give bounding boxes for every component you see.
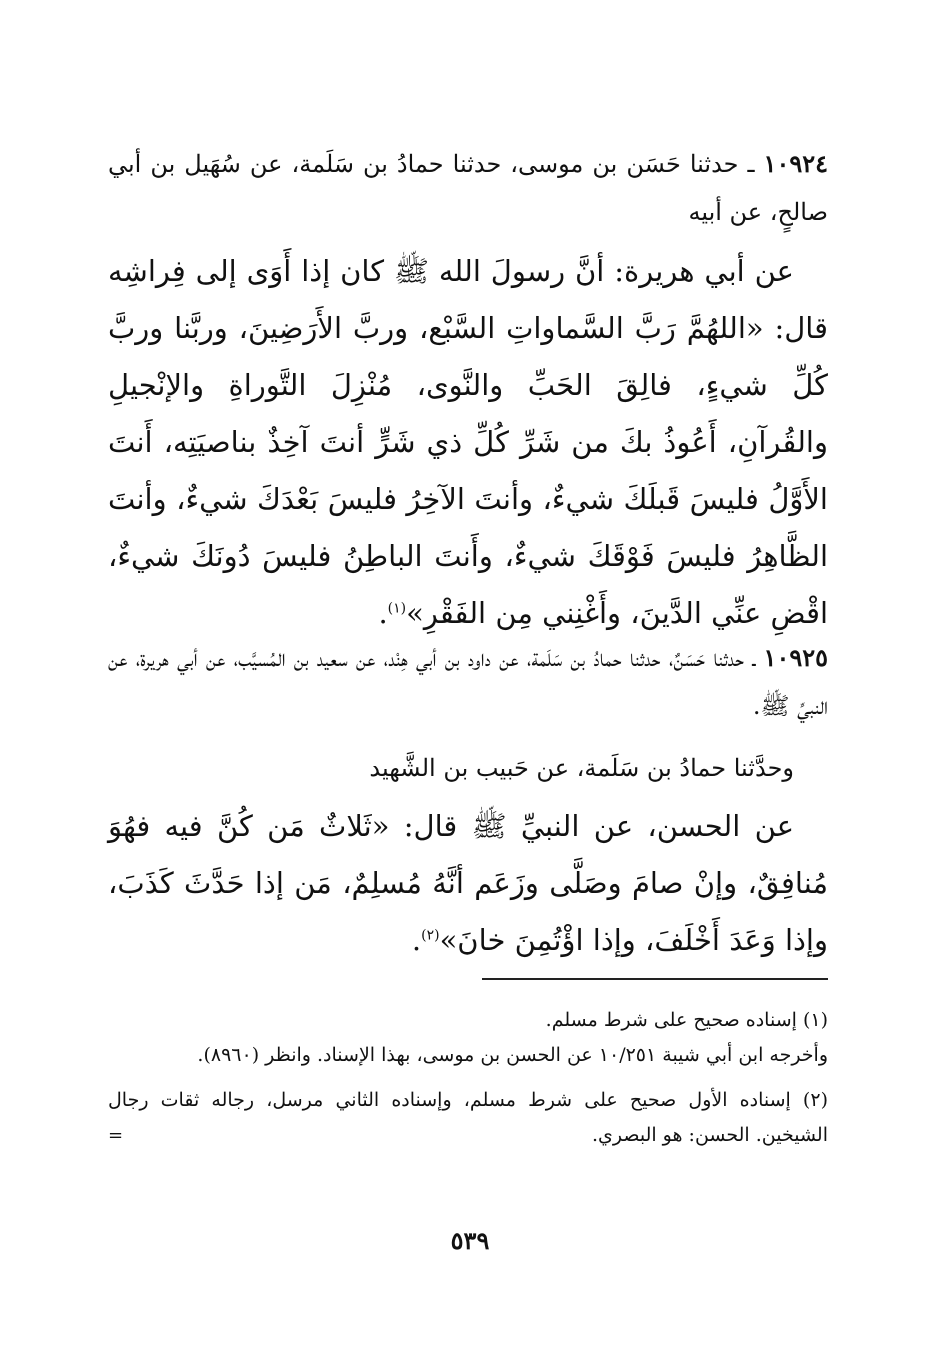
matn-text: عن الحسن، عن النبيِّ ﷺ قال: «ثَلاثٌ مَن كُنَّ فيه فهُوَ مُنافِقٌ، وإنْ صامَ وصَلَّى وزَعَم أنَّهُ مُسلِمٌ، مَن إذا حَدَّثَ كَذَبَ، وإذا وَعَدَ أَخْلَفَ، وإذا اؤْتُمِنَ خانَ»	[108, 809, 828, 957]
isnad-text: ـ حدثنا حَسَن بن موسى، حدثنا حمادُ بن سَلَمة، عن سُهَيل بن أبي صالحٍ، عن أبيه	[108, 150, 828, 226]
page-number: ٥٣٩	[450, 1226, 490, 1255]
continuation-mark: =	[108, 1125, 124, 1146]
hadith-number: ١٠٩٢٤	[763, 149, 828, 178]
matn-end: .	[378, 596, 388, 630]
footnotes	[108, 1003, 828, 1153]
matn-text: عن أبي هريرة: أنَّ رسولَ الله ﷺ كان إذا أَوَى إلى فِراشِه قال: «اللهُمَّ رَبَّ السَّماواتِ السَّبْع، وربَّ الأَرَضِينَ، وربَّنا وربَّ كُلِّ شيءٍ، فالِقَ الحَبِّ والنَّوى، مُنْزِلَ التَّوراةِ والإنْجيلِ والقُرآنِ، أَعُوذُ بكَ من شَرِّ كُلِّ ذي شَرٍّ أنتَ آخِذٌ بناصيَتِه، أَنتَ الأَوَّلُ فليسَ قَبلَكَ شيءٌ، وأنتَ الآخِرُ فليسَ بَعْدَكَ شيءٌ، وأنتَ الظَّاهِرُ فليسَ فَوْقَكَ شيءٌ، وأَنتَ الباطِنُ فليسَ دُونَكَ شيءٌ، اقْضِ عنِّي الدَّينَ، وأَغْنِني مِن الفَقْرِ»	[108, 254, 828, 630]
footnote-2-text: (٢) إسناده الأول صحيح على شرط مسلم، وإسناده الثاني مرسل، رجاله ثقات رجال الشيخين. الحسن: هو البصري.	[108, 1089, 828, 1146]
matn-end: .	[411, 923, 422, 957]
hadith-10924-matn	[108, 243, 828, 642]
isnad-text: ـ حدثنا حَسَنٌ، حدثنا حمادُ بن سَلَمة، عن داود بن أبي هِنْد، عن سعيد بن المُسيَّب، عن أبي هريرة، عن النبيِّ ﷺ.	[108, 644, 828, 720]
footnote-ref-2: (٢)	[421, 927, 440, 944]
hadith-number: ١٠٩٢٥	[763, 643, 828, 672]
footnote-1-line-2: وأخرجه ابن أبي شيبة ١٠/٢٥١ عن الحسن بن موسى، بهذا الإسناد. وانظر (٨٩٦٠).	[197, 1044, 828, 1066]
hadith-10925-isnad-2	[108, 744, 828, 792]
hadith-10925-isnad	[108, 634, 828, 730]
isnad-text-2: وحدَّثنا حمادُ بن سَلَمة، عن حَبيب بن الشَّهيد	[369, 754, 794, 782]
footnote-separator	[482, 978, 828, 980]
hadith-10924-isnad	[108, 140, 828, 236]
footnote-1-line-1: (١) إسناده صحيح على شرط مسلم.	[545, 1009, 828, 1031]
footnote-2	[108, 1083, 828, 1153]
hadith-10925-matn	[108, 798, 828, 969]
footnote-ref-1: (١)	[387, 600, 407, 617]
